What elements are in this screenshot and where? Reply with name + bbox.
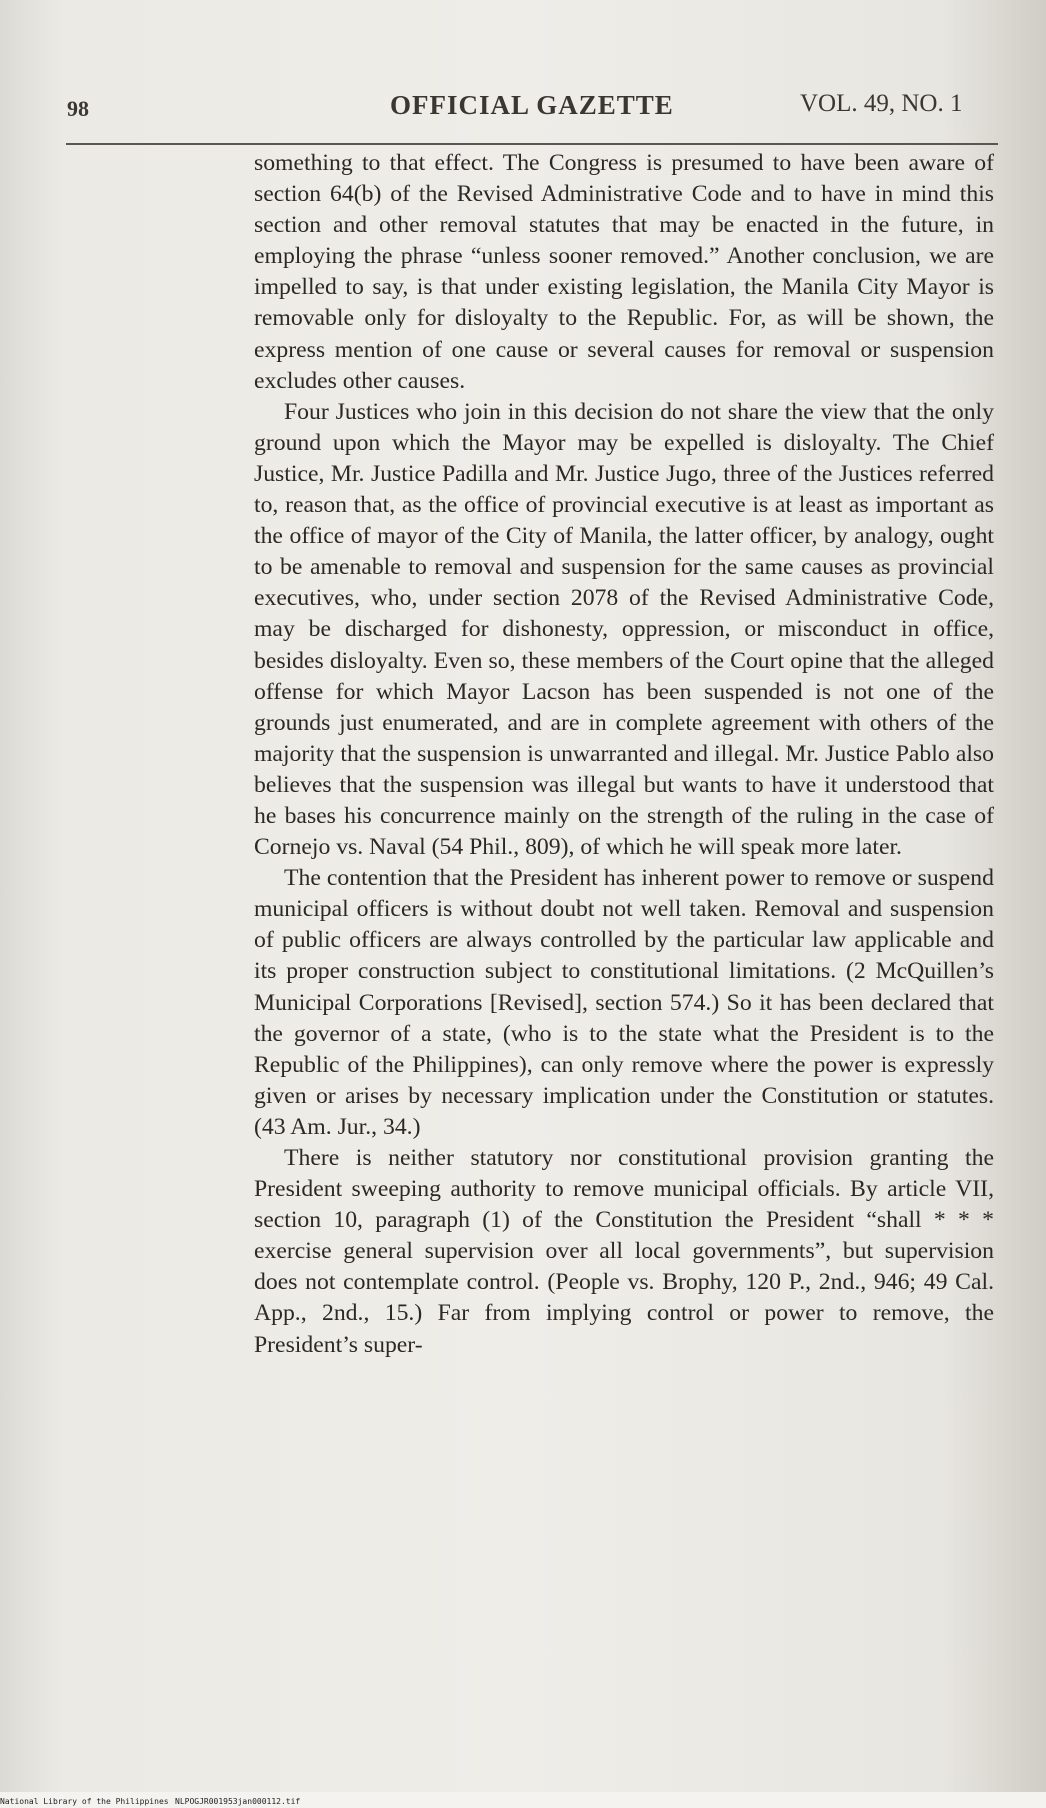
page-header [0, 82, 1046, 122]
header-rule [66, 143, 998, 145]
scan-file-id: NLPOGJR001953jan000112.tif [175, 1797, 301, 1806]
scan-credit: National Library of the Philippines [0, 1797, 169, 1806]
volume-label: VOL. 49, NO. 1 [800, 90, 963, 117]
paragraph-4: There is neither statutory nor constitutional provision granting the President sweeping authority to remove municipal officials. By article VII, section 10, paragraph (1) of the Constitution the President “shall * * * exercise general supervision over all local governments”, but supervision does not contemplate control. (People vs. Brophy, 120 P., 2nd., 946; 49 Cal. App., 2nd., 15.) Far from implying control or power to remove, the President’s super- [254, 1145, 994, 1358]
paragraph-3: The contention that the President has inherent power to remove or suspend municipal officers is without doubt not well taken. Removal and suspension of public officers are always controlled by the particular law applicable and its proper construction subject to constitutional limitations. (2 McQuillen’s Municipal Corporations [Revised], section 574.) So it has been declared that the governor of a state, (who is to the state what the President is to the Republic of the Philippines), can only remove where the power is expressly given or arises by necessary implication under the Constitution or statutes. (43 Am. Jur., 34.) [254, 865, 994, 1140]
page-number: 98 [67, 96, 89, 121]
paragraph-1: something to that effect. The Congress is presumed to have been aware of section 64(b) of the Revised Administrative Code and to have in mind this section and other removal statutes that may be enacted in the future, in employing the phrase “unless sooner removed.” Another conclusion, we are impelled to say, is that under existing legislation, the Manila City Mayor is removable only for disloyalty to the Republic. For, as will be shown, the express mention of one cause or several causes for removal or suspension excludes other causes. [254, 150, 994, 394]
body-text [254, 148, 994, 1361]
running-title: OFFICIAL GAZETTE [390, 90, 674, 120]
paragraph-2: Four Justices who join in this decision do not share the view that the only ground upon which the Mayor may be expelled is disloyalty. The Chief Justice, Mr. Justice Padilla and Mr. Justice Jugo, three of the Justices referred to, reason that, as the office of provincial executive is at least as important as the office of mayor of the City of Manila, the latter officer, by analogy, ought to be amenable to removal and suspension for the same causes as provincial executives, who, under section 2078 of the Revised Administrative Code, may be discharged for dishonesty, oppression, or misconduct in office, besides disloyalty. Even so, these members of the Court opine that the alleged offense for which Mayor Lacson has been suspended is not one of the grounds just enumerated, and are in complete agreement with others of the majority that the suspension is unwarranted and illegal. Mr. Justice Pablo also believes that the suspension was illegal but wants to have it understood that he bases his concurrence mainly on the strength of the ruling in the case of Cornejo vs. Naval (54 Phil., 809), of which he will speak more later. [254, 398, 994, 861]
